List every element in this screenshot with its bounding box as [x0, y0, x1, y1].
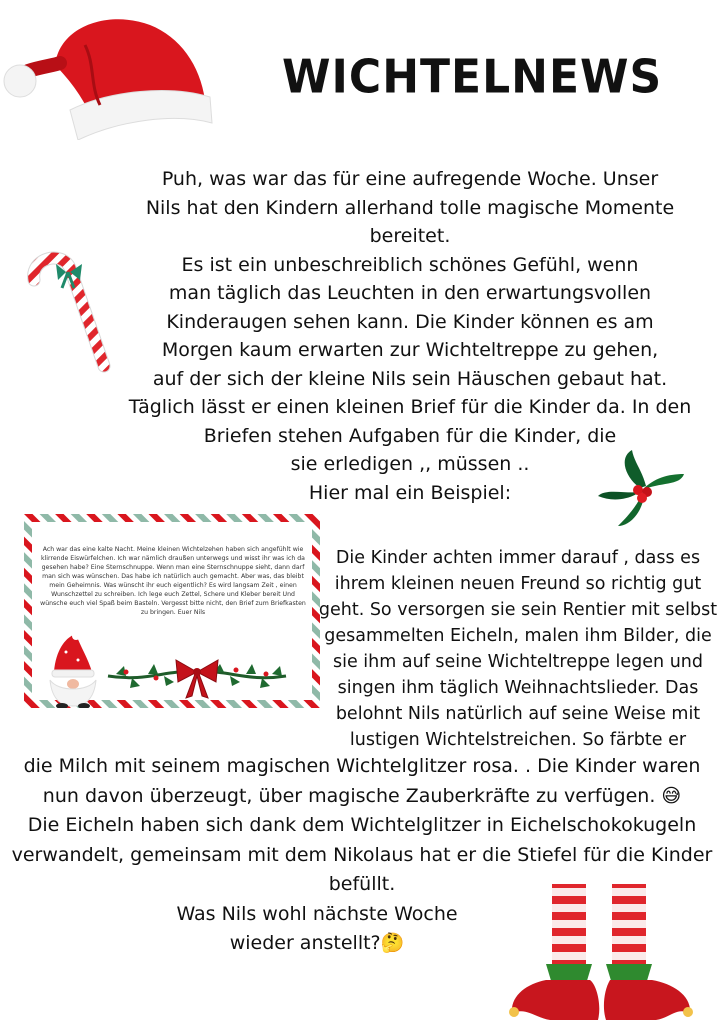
text-line: singen ihm täglich Weihnachtslieder. Das [337, 678, 699, 698]
text-line: Puh, was war das für eine aufregende Woche. Unser [161, 168, 659, 190]
text-line: ihrem kleinen neuen Freund so richtig gut [334, 574, 702, 594]
gnome-icon [44, 632, 102, 708]
text-line: Kinderaugen sehen kann. Die Kinder können es am [166, 310, 654, 333]
text-line: man täglich das Leuchten in den erwartungsvollen [168, 282, 652, 304]
bow-garland-icon [106, 652, 288, 702]
text-line: geht. So versorgen sie sein Rentier mit selbst [318, 600, 718, 620]
side-paragraph [318, 545, 718, 753]
text-line: Täglich lässt er einen kleinen Brief für die Kinder da. In den [128, 396, 692, 418]
text-line: verwandelt, gemeinsam mit dem Nikolaus hat er die Stiefel für die Kinder [11, 843, 713, 866]
text-line: nun davon überzeugt, über magische Zauberkräfte zu verfügen. 😅 [42, 784, 682, 807]
text-line: Es ist ein unbeschreiblich schönes Gefühl, wenn [181, 253, 639, 276]
text-line: Briefen stehen Aufgaben für die Kinder, die [203, 424, 617, 447]
text-line: belohnt Nils natürlich auf seine Weise mit [335, 704, 701, 724]
text-line: Hier mal ein Beispiel: [308, 481, 512, 504]
text-line: sie ihm auf seine Wichteltreppe legen und [333, 652, 703, 672]
text-line: Die Eicheln haben sich dank dem Wichtelglitzer in Eichelschokokugeln [27, 814, 697, 836]
text-line: Die Kinder achten immer darauf , dass es [335, 548, 701, 568]
holly-icon [596, 448, 688, 530]
text-line: Was Nils wohl nächste Woche [176, 902, 458, 925]
text-line: Nils hat den Kindern allerhand tolle magische Momente [145, 196, 675, 219]
santa-hat-icon [0, 5, 215, 140]
text-line: wieder anstellt?🤔 [229, 932, 405, 954]
text-line: befüllt. [328, 873, 396, 895]
text-line: gesammelten Eicheln, malen ihm Bilder, die [324, 626, 712, 646]
letter-text: Ach war das eine kalte Nacht. Meine kleinen Wichtelzehen haben sich angefühlt wie klirrende Eiswürfelchen. Ich war nämlich draußen unterwegs und wisst ihr was ich da gesehen habe? Eine Sternschnuppe. Wenn man eine Sternschnuppe sieht, dann darf man sich was wünschen. Das habe ich natürlich auch gemacht. Aber was, das bleibt mein Geheimnis. Was wünscht ihr euch eigentlich? Es wird langsam Zeit , einen Wunschzettel zu schreiben. Ich lege euch Zettel, Schere und Kleber bereit Und wünsche euch viel Spaß beim Basteln. Vergesst bitte nicht, den Brief zum Briefkasten zu bringen. Euer Nils [40, 546, 306, 616]
text-line: sie erledigen ,, müssen .. [290, 453, 530, 475]
elf-feet-icon [506, 880, 696, 1024]
text-line: bereitet. [369, 225, 451, 247]
text-line: lustigen Wichtelstreichen. So färbte er [349, 730, 687, 750]
text-line: die Milch mit seinem magischen Wichtelglitzer rosa. . Die Kinder waren [23, 755, 701, 777]
page-title: WICHTELNEWS [282, 50, 663, 105]
candy-cane-icon [22, 248, 112, 373]
text-line: auf der sich der kleine Nils sein Häuschen gebaut hat. [152, 367, 668, 390]
text-line: Morgen kaum erwarten zur Wichteltreppe zu gehen, [161, 339, 659, 361]
